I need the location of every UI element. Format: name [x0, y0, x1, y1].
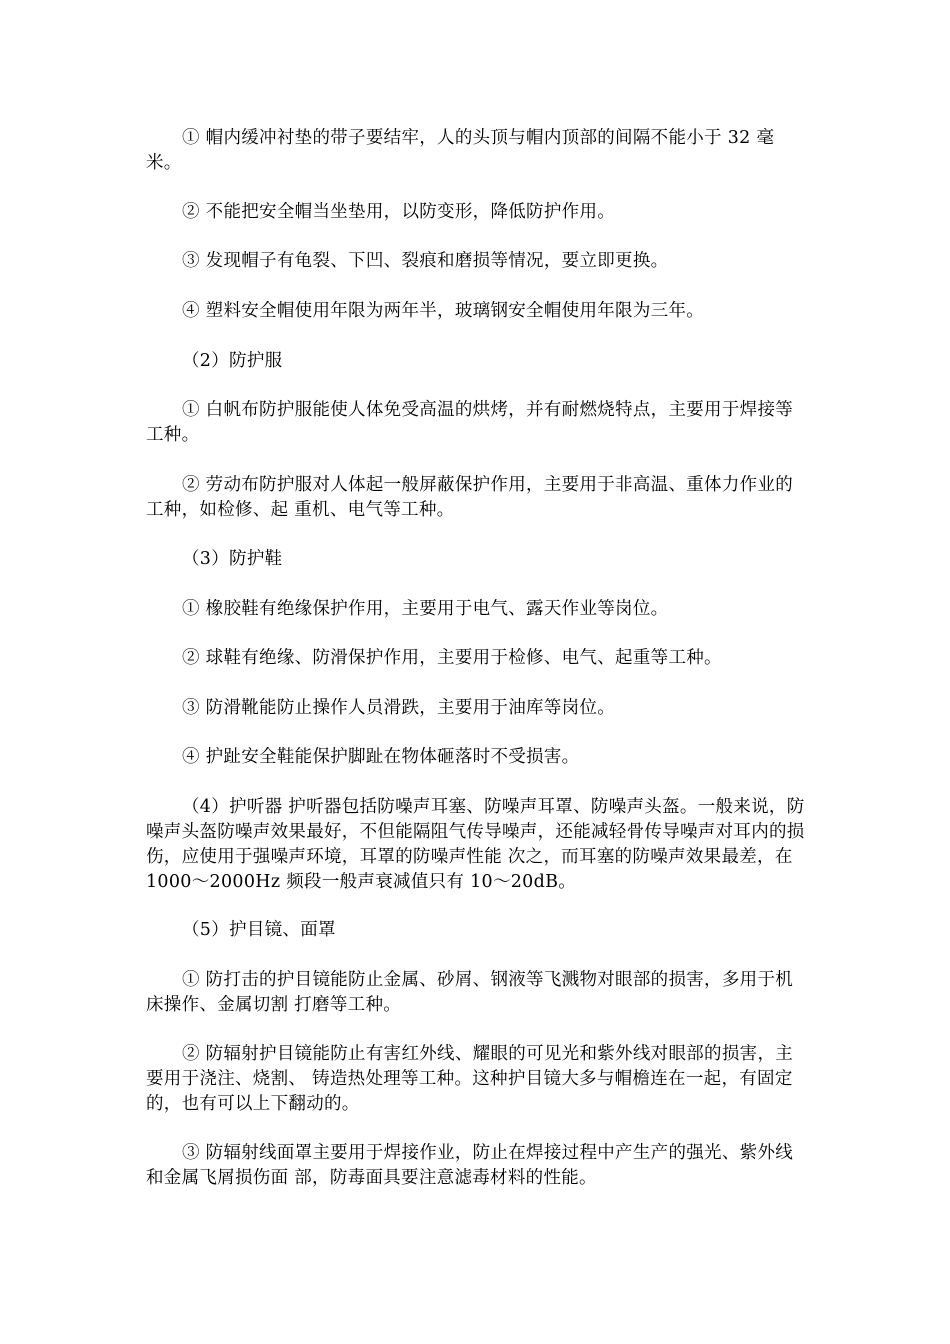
paragraph-welding-mask: ③ 防辐射线面罩主要用于焊接作业，防止在焊接过程中产生产的强光、紫外线和金属飞屑损伤面 部，防毒面具要注意滤毒材料的性能。 — [146, 1143, 794, 1188]
paragraph-helmet-lifespan: ④ 塑料安全帽使用年限为两年半，玻璃钢安全帽使用年限为三年。 — [182, 301, 705, 321]
paragraph-helmet-padding: ① 帽内缓冲衬垫的带子要结牢，人的头顶与帽内顶部的间隔不能小于 32 毫米。 — [146, 128, 775, 173]
paragraph-antislip-boots: ③ 防滑靴能防止操作人员滑跌，主要用于油库等岗位。 — [182, 698, 616, 718]
section-heading-protective-shoes: （3）防护鞋 — [182, 549, 283, 569]
section-heading-protective-clothing: （2）防护服 — [182, 351, 283, 371]
paragraph-sneakers: ② 球鞋有绝缘、防滑保护作用，主要用于检修、电气、起重等工种。 — [182, 648, 722, 668]
paragraph-impact-goggles: ① 防打击的护目镜能防止金属、砂屑、钢液等飞溅物对眼部的损害，多用于机床操作、金属切割 打磨等工种。 — [146, 970, 794, 1015]
section-heading-goggles-masks: （5）护目镜、面罩 — [182, 920, 336, 940]
paragraph-hearing-protectors: （4）护听器 护听器包括防噪声耳塞、防噪声耳罩、防噪声头盔。一般来说，防噪声头盔防噪声效果最好，不但能隔阻气传导噪声，还能减轻骨传导噪声对耳内的损伤，应使用于强噪声环境，耳罩的防噪声性能 次之，而耳塞的防噪声效果最差，在 1000～2000Hz 频段一般声衰减值只有 10～20dB。 — [146, 797, 805, 892]
paragraph-rubber-shoes: ① 橡胶鞋有绝缘保护作用，主要用于电气、露天作业等岗位。 — [182, 599, 669, 619]
paragraph-helmet-no-seat: ② 不能把安全帽当坐垫用，以防变形，降低防护作用。 — [182, 202, 616, 222]
paragraph-helmet-replace: ③ 发现帽子有龟裂、下凹、裂痕和磨损等情况，要立即更换。 — [182, 251, 669, 271]
paragraph-denim-clothing: ② 劳动布防护服对人体起一般屏蔽保护作用，主要用于非高温、重体力作业的工种，如检修、起 重机、电气等工种。 — [146, 475, 794, 520]
paragraph-radiation-goggles: ② 防辐射护目镜能防止有害红外线、耀眼的可见光和紫外线对眼部的损害，主要用于浇注、烧割、 铸造热处理等工种。这种护目镜大多与帽檐连在一起，有固定的，也有可以上下翻动的。 — [146, 1044, 794, 1114]
paragraph-toe-safety-shoes: ④ 护趾安全鞋能保护脚趾在物体砸落时不受损害。 — [182, 747, 580, 767]
paragraph-canvas-clothing: ① 白帆布防护服能使人体免受高温的烘烤，并有耐燃烧特点，主要用于焊接等工种。 — [146, 400, 794, 445]
